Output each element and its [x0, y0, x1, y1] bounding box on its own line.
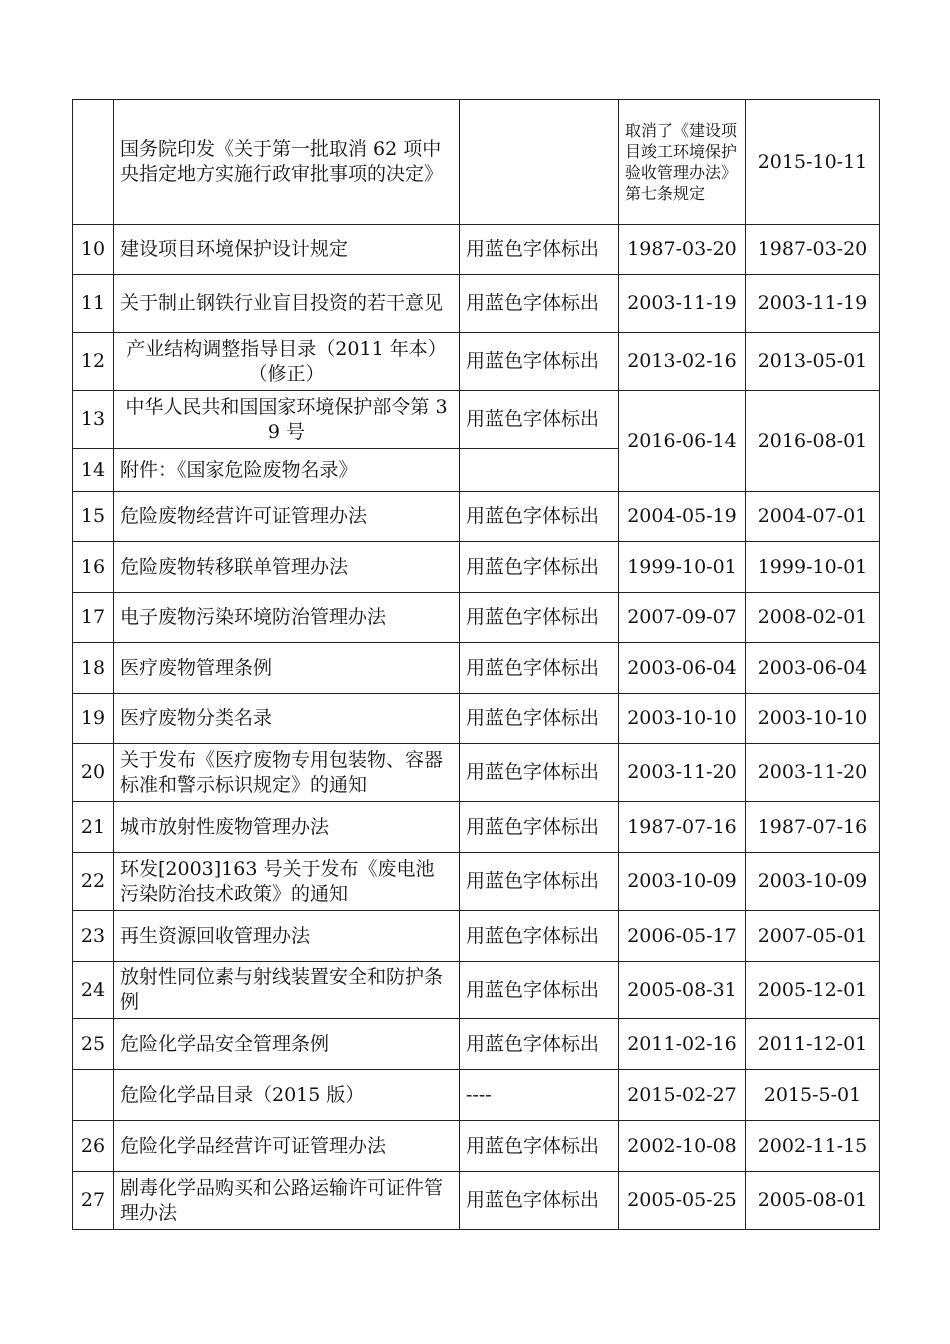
- row-number: 10: [73, 225, 114, 275]
- row-note: 用蓝色字体标出: [460, 593, 619, 643]
- row-number: 18: [73, 643, 114, 694]
- publish-date: 2002-10-08: [619, 1121, 746, 1172]
- regulation-title: 医疗废物分类名录: [114, 694, 460, 744]
- table-row: [73, 694, 880, 744]
- publish-date: 2005-08-31: [619, 962, 746, 1019]
- regulation-title: 关于发布《医疗废物专用包装物、容器标准和警示标识规定》的通知: [114, 744, 460, 802]
- row-note: 用蓝色字体标出: [460, 333, 619, 391]
- row-note: 用蓝色字体标出: [460, 802, 619, 853]
- effective-date: 2003-10-10: [746, 694, 880, 744]
- table-row: [73, 802, 880, 853]
- table-row: [73, 643, 880, 694]
- table-row: [73, 1070, 880, 1121]
- row-number: 21: [73, 802, 114, 853]
- regulation-title: 危险废物经营许可证管理办法: [114, 492, 460, 542]
- effective-date: 1999-10-01: [746, 542, 880, 593]
- row-note: 用蓝色字体标出: [460, 744, 619, 802]
- row-number: 26: [73, 1121, 114, 1172]
- publish-date: 2011-02-16: [619, 1019, 746, 1070]
- regulation-title: 城市放射性废物管理办法: [114, 802, 460, 853]
- row-note: 用蓝色字体标出: [460, 853, 619, 911]
- row-number: 25: [73, 1019, 114, 1070]
- row-note: [460, 100, 619, 225]
- table-row: [73, 962, 880, 1019]
- effective-date: 2013-05-01: [746, 333, 880, 391]
- row-number: 13: [73, 391, 114, 449]
- table-row: [73, 1172, 880, 1230]
- effective-date: 2004-07-01: [746, 492, 880, 542]
- row-number: 11: [73, 275, 114, 333]
- publish-date: 2015-02-27: [619, 1070, 746, 1121]
- publish-date: 1987-03-20: [619, 225, 746, 275]
- regulation-title: 危险废物转移联单管理办法: [114, 542, 460, 593]
- row-number: 27: [73, 1172, 114, 1230]
- effective-date: 2005-12-01: [746, 962, 880, 1019]
- effective-date: 2007-05-01: [746, 911, 880, 962]
- table-row: [73, 853, 880, 911]
- table-row: [73, 100, 880, 225]
- table-row: [73, 911, 880, 962]
- row-number: 17: [73, 593, 114, 643]
- row-number: 12: [73, 333, 114, 391]
- row-note: 用蓝色字体标出: [460, 542, 619, 593]
- row-note: [460, 449, 619, 492]
- row-note: ----: [460, 1070, 619, 1121]
- regulation-title: 危险化学品安全管理条例: [114, 1019, 460, 1070]
- table-row: [73, 391, 880, 449]
- row-number: 23: [73, 911, 114, 962]
- regulation-title: 剧毒化学品购买和公路运输许可证件管理办法: [114, 1172, 460, 1230]
- effective-date: 2003-11-20: [746, 744, 880, 802]
- row-number: 15: [73, 492, 114, 542]
- row-number: 24: [73, 962, 114, 1019]
- publish-date: 取消了《建设项目竣工环境保护验收管理办法》第七条规定: [619, 100, 746, 225]
- regulation-title: 环发[2003]163 号关于发布《废电池污染防治技术政策》的通知: [114, 853, 460, 911]
- row-note: 用蓝色字体标出: [460, 391, 619, 449]
- row-note: 用蓝色字体标出: [460, 643, 619, 694]
- effective-date: 2003-11-19: [746, 275, 880, 333]
- table-row: [73, 593, 880, 643]
- row-note: 用蓝色字体标出: [460, 694, 619, 744]
- regulation-title: 中华人民共和国国家环境保护部令第 39 号: [114, 391, 460, 449]
- row-note: 用蓝色字体标出: [460, 1121, 619, 1172]
- effective-date: 2005-08-01: [746, 1172, 880, 1230]
- effective-date: 1987-07-16: [746, 802, 880, 853]
- row-number: 20: [73, 744, 114, 802]
- table-row: [73, 225, 880, 275]
- regulation-title: 医疗废物管理条例: [114, 643, 460, 694]
- row-number: 14: [73, 449, 114, 492]
- row-number: [73, 1070, 114, 1121]
- regulation-title: 附件：《国家危险废物名录》: [114, 449, 460, 492]
- regulation-title: 放射性同位素与射线装置安全和防护条例: [114, 962, 460, 1019]
- effective-date: 2008-02-01: [746, 593, 880, 643]
- row-number: [73, 100, 114, 225]
- publish-date: 2006-05-17: [619, 911, 746, 962]
- regulation-title: 建设项目环境保护设计规定: [114, 225, 460, 275]
- effective-date: 2011-12-01: [746, 1019, 880, 1070]
- effective-date: 2002-11-15: [746, 1121, 880, 1172]
- table-row: [73, 1121, 880, 1172]
- regulation-title: 国务院印发《关于第一批取消 62 项中央指定地方实施行政审批事项的决定》: [114, 100, 460, 225]
- effective-date: 2003-06-04: [746, 643, 880, 694]
- row-note: 用蓝色字体标出: [460, 492, 619, 542]
- row-note: 用蓝色字体标出: [460, 911, 619, 962]
- regulation-title: 产业结构调整指导目录（2011 年本）（修正）: [114, 333, 460, 391]
- effective-date: 2015-10-11: [746, 100, 880, 225]
- regulation-title: 再生资源回收管理办法: [114, 911, 460, 962]
- publish-date: 2013-02-16: [619, 333, 746, 391]
- publish-date: 1987-07-16: [619, 802, 746, 853]
- table-row: [73, 492, 880, 542]
- row-number: 16: [73, 542, 114, 593]
- publish-date: 2003-10-10: [619, 694, 746, 744]
- table-row: [73, 333, 880, 391]
- table-row: [73, 542, 880, 593]
- effective-date: 2003-10-09: [746, 853, 880, 911]
- row-note: 用蓝色字体标出: [460, 962, 619, 1019]
- row-note: 用蓝色字体标出: [460, 225, 619, 275]
- publish-date: 2003-06-04: [619, 643, 746, 694]
- table-row: [73, 275, 880, 333]
- regulation-title: 危险化学品目录（2015 版）: [114, 1070, 460, 1121]
- publish-date: 2005-05-25: [619, 1172, 746, 1230]
- row-note: 用蓝色字体标出: [460, 1019, 619, 1070]
- table-row: [73, 744, 880, 802]
- table-row: [73, 1019, 880, 1070]
- publish-date: 2004-05-19: [619, 492, 746, 542]
- effective-date: 2015-5-01: [746, 1070, 880, 1121]
- effective-date: 1987-03-20: [746, 225, 880, 275]
- regulations-table: [72, 99, 880, 1230]
- publish-date: 1999-10-01: [619, 542, 746, 593]
- regulation-title: 关于制止钢铁行业盲目投资的若干意见: [114, 275, 460, 333]
- regulation-title: 电子废物污染环境防治管理办法: [114, 593, 460, 643]
- publish-date: 2003-10-09: [619, 853, 746, 911]
- publish-date: 2003-11-20: [619, 744, 746, 802]
- publish-date: 2007-09-07: [619, 593, 746, 643]
- row-number: 22: [73, 853, 114, 911]
- row-note: 用蓝色字体标出: [460, 1172, 619, 1230]
- row-note: 用蓝色字体标出: [460, 275, 619, 333]
- row-number: 19: [73, 694, 114, 744]
- effective-date: 2016-08-01: [746, 391, 880, 492]
- publish-date: 2003-11-19: [619, 275, 746, 333]
- publish-date: 2016-06-14: [619, 391, 746, 492]
- regulation-title: 危险化学品经营许可证管理办法: [114, 1121, 460, 1172]
